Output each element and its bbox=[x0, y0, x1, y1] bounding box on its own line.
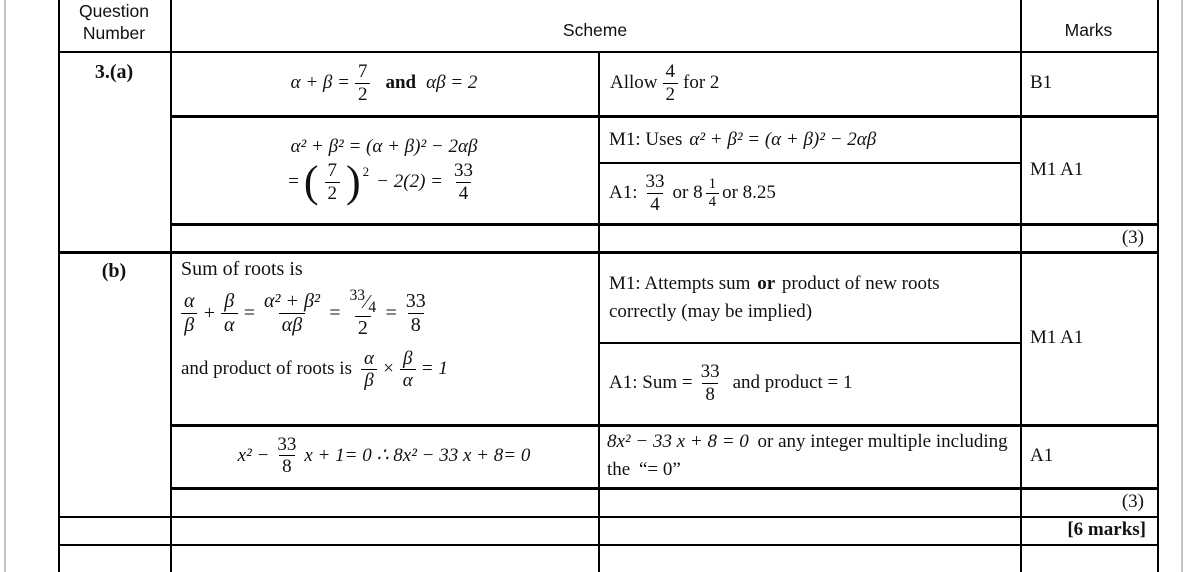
fraction-numerator: 33 bbox=[645, 171, 665, 193]
dfrac-denominator: 4 bbox=[368, 298, 377, 316]
header-scheme-label: Scheme bbox=[562, 20, 628, 40]
scheme-b1-a1-note bbox=[598, 343, 1020, 423]
rule-b-row2-bottom bbox=[170, 487, 1159, 490]
header-question-number-label: Question Number bbox=[78, 1, 150, 43]
scheme-a2-a1-note bbox=[598, 163, 1020, 223]
fraction-numerator: 4 bbox=[665, 61, 675, 83]
b2-note-equation: 8x² − 33 x + 8 = 0 bbox=[607, 430, 749, 452]
b2-note-quote: “= 0” bbox=[638, 458, 681, 480]
plus-sign: + bbox=[202, 301, 216, 324]
page-edge-right bbox=[1181, 0, 1183, 572]
fraction-numerator: 1 bbox=[708, 176, 717, 192]
question-label-b bbox=[59, 260, 169, 283]
fraction-beta-alpha bbox=[400, 348, 416, 392]
rule-a-row2-bottom bbox=[170, 223, 1159, 226]
rule-total-bottom bbox=[58, 544, 1159, 546]
a2-a1-label: A1: bbox=[609, 182, 638, 203]
b1-a1-pre: A1: Sum = bbox=[609, 372, 693, 393]
mark-b-m1a1: M1 A1 bbox=[1030, 327, 1084, 348]
fraction-denominator: β bbox=[181, 313, 197, 336]
fraction-4-2 bbox=[663, 61, 679, 105]
fraction-alpha-beta bbox=[361, 348, 377, 392]
fraction-denominator: αβ bbox=[279, 313, 305, 336]
fraction-1-4 bbox=[706, 176, 720, 210]
subtotal-b-cell bbox=[1021, 488, 1151, 515]
fraction-numerator: 7 bbox=[357, 61, 368, 83]
fraction-33-8 bbox=[403, 290, 429, 336]
fraction-denominator: 2 bbox=[325, 182, 341, 204]
fraction-denominator: α bbox=[400, 369, 416, 391]
b1-m1-text bbox=[609, 270, 991, 325]
fraction-denominator: 4 bbox=[456, 182, 472, 204]
mark-cell-b-a1 bbox=[1021, 425, 1156, 486]
fraction-denominator: 2 bbox=[663, 83, 679, 105]
a2-a1-mid: or 8 bbox=[672, 182, 703, 203]
b1-m1-post: product of new roots correctly (may be implied) bbox=[609, 272, 940, 322]
fraction-numerator: α bbox=[363, 347, 374, 369]
close-paren: ) bbox=[346, 157, 361, 207]
fraction-numerator: 33 bbox=[277, 433, 297, 455]
a2-m1-label: M1: Uses bbox=[609, 128, 683, 150]
table-border-left bbox=[58, 0, 60, 572]
total-marks: [6 marks] bbox=[1067, 519, 1146, 540]
a2-identity: α² + β² = (α + β)² − 2αβ bbox=[290, 136, 478, 158]
a2-equals: = bbox=[287, 171, 300, 192]
fraction-numerator: α bbox=[184, 290, 195, 313]
b1-product-post: = 1 bbox=[420, 358, 448, 380]
question-label-b-text: (b) bbox=[101, 260, 127, 282]
fraction-7-2 bbox=[355, 61, 371, 105]
mark-cell-a-m1a1 bbox=[1021, 117, 1156, 223]
header-scheme bbox=[171, 10, 1019, 51]
fraction-numerator: 33 bbox=[700, 361, 720, 383]
fraction-33-8 bbox=[698, 361, 723, 405]
fraction-denominator: 4 bbox=[647, 193, 663, 215]
open-paren: ( bbox=[303, 157, 319, 207]
mark-b1: B1 bbox=[1030, 72, 1053, 93]
scheme-b2-equation bbox=[171, 425, 597, 486]
b1-heading bbox=[181, 258, 597, 281]
fraction-numerator: β bbox=[224, 290, 235, 313]
scheme-b1-working bbox=[171, 253, 597, 423]
b1-m1-or: or bbox=[757, 272, 776, 294]
subtotal-b: (3) bbox=[1121, 490, 1144, 512]
fraction-denominator: 8 bbox=[279, 455, 295, 477]
scheme-a1-equation bbox=[171, 51, 597, 115]
mark-cell-b-m1a1 bbox=[1021, 253, 1156, 423]
fraction-denominator: 8 bbox=[408, 313, 424, 336]
fraction-33-4 bbox=[451, 160, 476, 204]
equals-sign: = bbox=[327, 301, 342, 324]
a2-line1 bbox=[291, 136, 478, 158]
fraction-33-8 bbox=[274, 434, 299, 478]
subtotal-a: (3) bbox=[1121, 226, 1144, 248]
exponent-2: 2 bbox=[362, 164, 370, 180]
fraction-denominator: β bbox=[361, 369, 376, 391]
fraction-alpha-beta bbox=[181, 290, 198, 336]
b2-eq-post: x + 1= 0 ∴ 8x² − 33 x + 8= 0 bbox=[304, 445, 531, 466]
a2-m1-equation: α² + β² = (α + β)² − 2αβ bbox=[689, 128, 877, 150]
mark-b-a1: A1 bbox=[1030, 444, 1054, 466]
question-label-3a bbox=[59, 61, 169, 84]
b2-note-words: or any integer multiple including the bbox=[607, 430, 1008, 480]
total-marks-cell bbox=[1021, 517, 1151, 543]
subtotal-a-cell bbox=[1021, 224, 1151, 251]
a2-line2 bbox=[287, 157, 481, 207]
fraction-denominator: 2 bbox=[355, 83, 371, 105]
b1-product-equation bbox=[181, 348, 597, 392]
b1-m1-pre: M1: Attempts sum bbox=[609, 272, 751, 294]
rule-b-subtotal-bottom bbox=[58, 516, 1159, 518]
a1-allow-post: for 2 bbox=[683, 72, 720, 93]
scheme-b1-m1-note bbox=[598, 253, 1020, 342]
fraction-denominator: 4 bbox=[706, 193, 720, 211]
b1-a1-post: and product = 1 bbox=[732, 372, 853, 393]
fraction-numerator: β bbox=[403, 347, 413, 369]
b2-eq-pre: x² − bbox=[237, 444, 270, 466]
scheme-a2-working bbox=[171, 117, 597, 223]
scheme-a2-m1-note bbox=[598, 117, 1020, 162]
a1-allow-pre: Allow bbox=[610, 72, 658, 93]
header-marks bbox=[1021, 10, 1156, 51]
fraction-numerator: 33 bbox=[405, 290, 426, 313]
mark-cell-b1 bbox=[1021, 51, 1156, 115]
b1-sum-equation bbox=[181, 287, 597, 340]
header-question-number bbox=[59, 0, 169, 51]
times-sign: × bbox=[381, 358, 395, 380]
fraction-numerator: 33 bbox=[453, 160, 473, 182]
b1-heading-text: Sum of roots is bbox=[181, 258, 303, 280]
a2-a1-post: or 8.25 bbox=[722, 182, 776, 203]
b1-product-pre: and product of roots is bbox=[181, 358, 352, 380]
fraction-numerator: 7 bbox=[327, 160, 338, 182]
fraction-33-4 bbox=[643, 171, 668, 215]
fraction-7-2 bbox=[325, 160, 341, 204]
mark-a-m1a1: M1 A1 bbox=[1030, 159, 1084, 180]
diagonal-fraction-33-4 bbox=[349, 287, 377, 316]
a1-eq-lhs: α + β = bbox=[290, 72, 350, 93]
fraction-beta-alpha bbox=[221, 290, 238, 336]
b2-note-text bbox=[607, 428, 1011, 483]
equals-sign: = bbox=[242, 301, 256, 324]
scheme-b2-note bbox=[598, 425, 1020, 486]
fraction-denominator: 8 bbox=[702, 383, 718, 405]
a1-and: and bbox=[385, 72, 417, 93]
a1-eq-rhs: αβ = 2 bbox=[426, 72, 478, 93]
scheme-a1-note bbox=[598, 51, 1020, 115]
fraction-nested-33-4-over-2 bbox=[346, 287, 379, 340]
fraction-numerator: α² + β² bbox=[264, 290, 320, 313]
fraction-alpha2-beta2 bbox=[261, 290, 323, 336]
fraction-denominator: α bbox=[221, 313, 238, 336]
dfrac-slash: ⁄ bbox=[365, 290, 369, 313]
dfrac-numerator: 33 bbox=[349, 287, 366, 304]
equals-sign: = bbox=[384, 301, 398, 324]
question-label-3a-text: 3.(a) bbox=[94, 61, 134, 83]
header-marks-label: Marks bbox=[1064, 20, 1113, 40]
page-edge-left bbox=[4, 0, 6, 572]
fraction-denominator: 2 bbox=[355, 316, 371, 339]
a2-mid: − 2(2) = bbox=[376, 171, 443, 192]
